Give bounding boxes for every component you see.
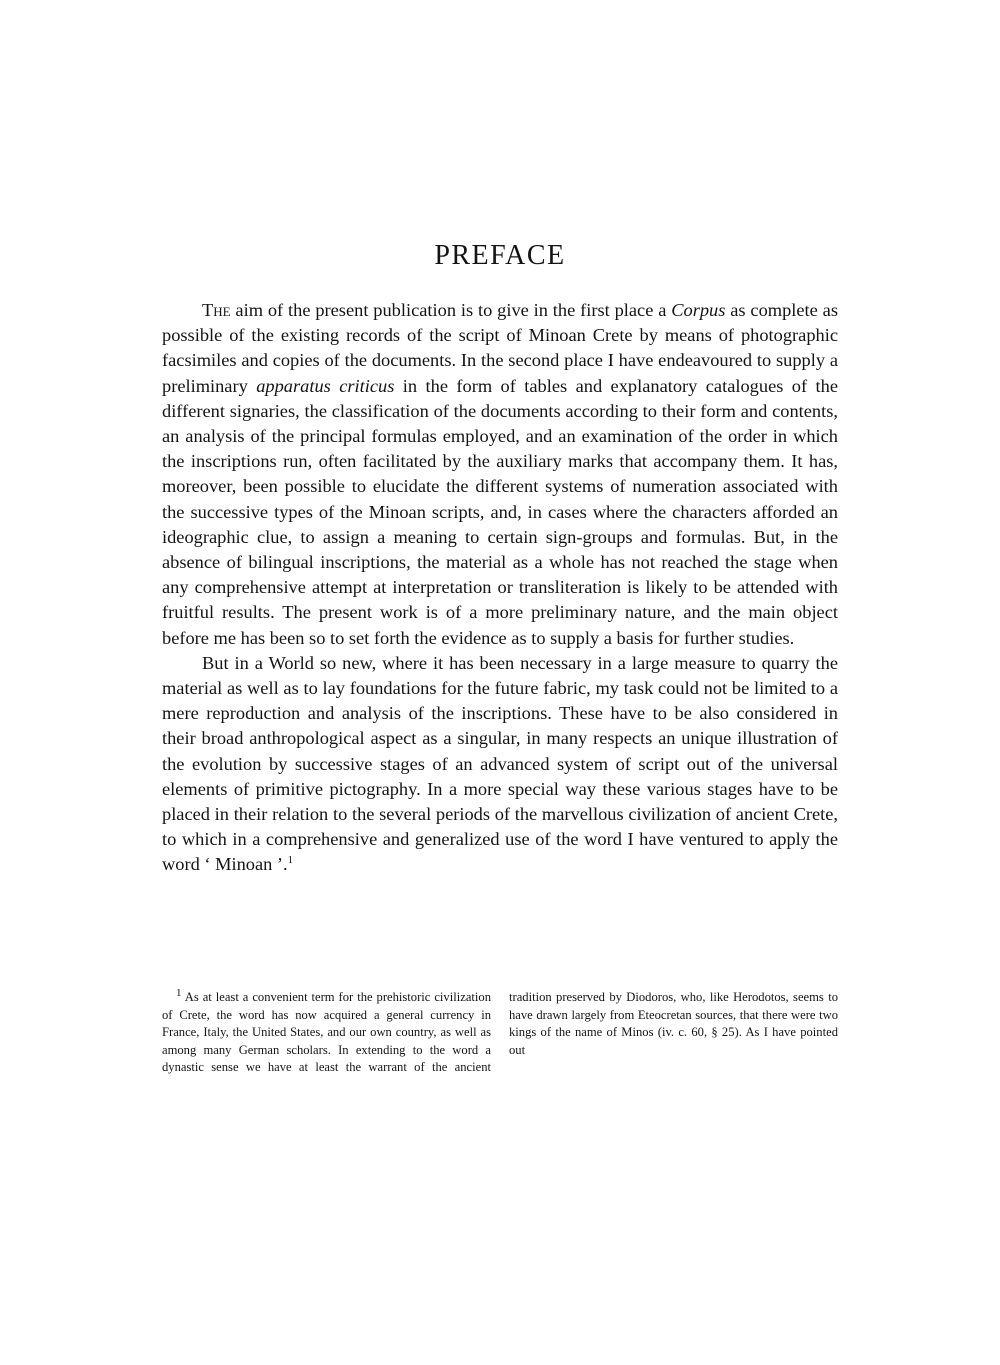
footnote-marker: 1: [176, 986, 182, 999]
page-title: PREFACE: [434, 240, 566, 271]
italic-term-apparatus-criticus: apparatus criticus: [256, 375, 395, 396]
paragraph-2: [162, 651, 838, 878]
paragraph-1-text-a: aim of the present publication is to give in the first place a: [230, 300, 672, 320]
paragraph-2-text: But in a World so new, where it has been necessary in a large measure to quarry the material as well as to lay foundations for the future fabric, my task could not be limited to a mere reproduction and analysis of the inscriptions. These have to be also considered in their broad anthropological aspect as a singular, in many respects an unique illustration of the evolution by successive stages of an advanced system of script out of the universal elements of primitive pictography. In a more special way these various stages have to be placed in their relation to the several periods of the marvellous civilization of ancient Crete, to which in a comprehensive and generalized use of the word I have ventured to apply the word ‘ Minoan ’.: [162, 652, 838, 875]
footnote-1: [162, 986, 838, 1079]
footnote-text: As at least a convenient term for the prehistoric civilization of Crete, the word has now acquired a general currency in France, Italy, the United States, and our own country, as well as among many German scholars. In extending to the word a dynastic sense we have at least the warrant of the ancient tradition preserved by Diodoros, who, like Herodotos, seems to have drawn largely from Eteocretan sources, that there were two kings of the name of Minos (iv. c. 60, § 25). As I have pointed out: [162, 990, 838, 1075]
preface-body: [162, 298, 838, 878]
paragraph-1-text-b: as complete as possible of the existing records of the script of Minoan Crete by means of photographic facsimiles and copies of the documents. In the second place I have endeavoured to supply a preliminary: [162, 300, 838, 396]
paragraph-1-text-c: in the form of tables and explanatory catalogues of the different signaries, the classification of the documents according to their form and contents, an analysis of the principal formulas employed, and an examination of the order in which the inscriptions run, often facilitated by the auxiliary marks that accompany them. It has, moreover, been possible to elucidate the different systems of numeration associated with the successive types of the Minoan scripts, and, in cases where the characters afforded an ideographic clue, to assign a meaning to certain sign-groups and formulas. But, in the absence of bilingual inscriptions, the material as a whole has not reached the stage when any comprehensive attempt at interpretation or transliteration is likely to be attended with fruitful results. The present work is of a more preliminary nature, and the main object before me has been so to set forth the evidence as to supply a basis for further studies.: [162, 375, 838, 648]
footnote-reference-marker: 1: [287, 854, 294, 867]
footnotes-section: [162, 986, 838, 1079]
paragraph-1: [162, 298, 838, 651]
paragraph-lead-word: The: [202, 300, 231, 320]
italic-term-corpus: Corpus: [671, 300, 726, 320]
